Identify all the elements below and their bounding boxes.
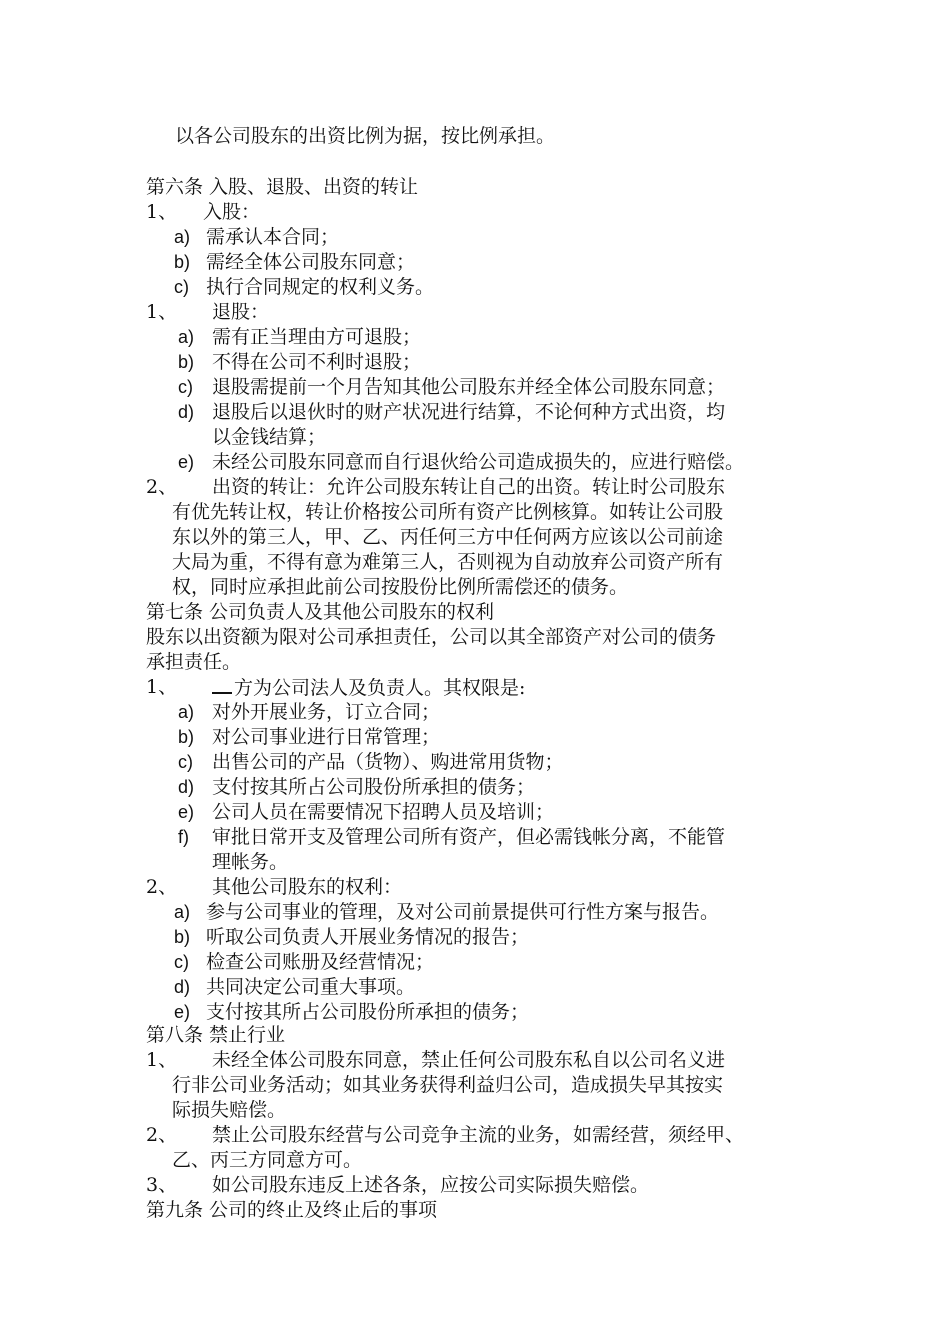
list-letter: d) [174, 977, 191, 997]
paragraph-line: 股东以出资额为限对公司承担责任，公司以其全部资产对公司的债务 [146, 626, 717, 648]
list-text: 听取公司负责人开展业务情况的报告； [206, 926, 530, 948]
item-text: 未经全体公司股东同意，禁止任何公司股东私自以公司名义进 [212, 1049, 726, 1071]
list-text: 对外开展业务，订立合同； [212, 701, 441, 723]
list-letter: d) [178, 402, 195, 422]
paragraph-continuation: 权，同时应承担此前公司按股份比例所需偿还的债务。 [172, 576, 629, 598]
list-text: 对公司事业进行日常管理； [212, 726, 441, 748]
list-letter: f) [178, 827, 189, 847]
item-text: 出资的转让：允许公司股东转让自己的出资。转让时公司股东 [212, 476, 726, 498]
paragraph-continuation: 际损失赔偿。 [172, 1099, 287, 1121]
list-text: 参与公司事业的管理，及对公司前景提供可行性方案与报告。 [206, 901, 720, 923]
list-text: 支付按其所占公司股份所承担的债务； [206, 1001, 530, 1023]
item-text [212, 675, 525, 701]
fill-in-blank[interactable] [212, 675, 232, 694]
list-letter: a) [178, 702, 195, 722]
paragraph-continuation: 大局为重，不得有意为难第三人，否则视为自动放弃公司资产所有 [172, 551, 724, 573]
list-letter: b) [178, 727, 195, 747]
list-letter: c) [174, 277, 189, 297]
list-letter: b) [174, 252, 191, 272]
intro-line: 以各公司股东的出资比例为据，按比例承担。 [175, 125, 556, 147]
list-letter: d) [178, 777, 195, 797]
list-text: 需有正当理由方可退股； [212, 326, 422, 348]
list-letter: e) [178, 452, 195, 472]
list-text: 出售公司的产品（货物）、购进常用货物； [212, 751, 564, 773]
list-item-continuation: 以金钱结算； [212, 426, 327, 448]
item-title: 退股： [212, 301, 270, 323]
list-letter: b) [178, 352, 195, 372]
paragraph-continuation: 行非公司业务活动；如其业务获得利益归公司，造成损失早其按实 [172, 1074, 724, 1096]
list-letter: a) [174, 227, 191, 247]
article-9-heading: 第九条 公司的终止及终止后的事项 [146, 1199, 438, 1221]
item-number: 1、 [146, 676, 178, 698]
list-text: 检查公司账册及经营情况； [206, 951, 435, 973]
item-number: 2、 [146, 476, 178, 498]
list-letter: c) [178, 377, 193, 397]
list-text: 需承认本合同； [206, 226, 340, 248]
item-title: 方为公司法人及负责人。其权限是: [234, 677, 526, 699]
article-8-heading: 第八条 禁止行业 [146, 1024, 286, 1046]
list-text: 退股需提前一个月告知其他公司股东并经全体公司股东同意； [212, 376, 726, 398]
list-text: 需经全体公司股东同意； [206, 251, 416, 273]
list-item-continuation: 理帐务。 [212, 851, 289, 873]
article-7-heading: 第七条 公司负责人及其他公司股东的权利 [146, 601, 495, 623]
item-number: 1、 [146, 301, 178, 323]
item-title: 入股： [203, 201, 261, 223]
list-text: 审批日常开支及管理公司所有资产，但必需钱帐分离，不能管 [212, 826, 726, 848]
item-number: 2、 [146, 1124, 178, 1146]
list-text: 退股后以退伙时的财产状况进行结算，不论何种方式出资，均 [212, 401, 726, 423]
list-text: 未经公司股东同意而自行退伙给公司造成损失的，应进行赔偿。 [212, 451, 745, 473]
article-6-heading: 第六条 入股、退股、出资的转让 [146, 176, 419, 198]
list-letter: c) [174, 952, 189, 972]
list-text: 支付按其所占公司股份所承担的债务； [212, 776, 536, 798]
list-letter: a) [178, 327, 195, 347]
paragraph-line: 承担责任。 [146, 651, 242, 673]
list-text: 共同决定公司重大事项。 [206, 976, 416, 998]
item-number: 1、 [146, 1049, 178, 1071]
list-letter: e) [174, 1002, 191, 1022]
list-letter: a) [174, 902, 191, 922]
list-text: 执行合同规定的权利义务。 [206, 276, 435, 298]
item-title: 其他公司股东的权利： [212, 876, 403, 898]
list-letter: e) [178, 802, 195, 822]
item-number: 2、 [146, 876, 178, 898]
paragraph-continuation: 有优先转让权，转让价格按公司所有资产比例核算。如转让公司股 [172, 501, 724, 523]
paragraph-continuation: 乙、丙三方同意方可。 [172, 1149, 363, 1171]
item-text: 如公司股东违反上述各条，应按公司实际损失赔偿。 [212, 1174, 650, 1196]
list-text: 不得在公司不利时退股； [212, 351, 422, 373]
list-text: 公司人员在需要情况下招聘人员及培训； [212, 801, 555, 823]
item-number: 3、 [146, 1174, 178, 1196]
list-letter: c) [178, 752, 193, 772]
list-letter: b) [174, 927, 191, 947]
item-number: 1、 [146, 201, 178, 223]
item-text: 禁止公司股东经营与公司竞争主流的业务，如需经营，须经甲、 [212, 1124, 745, 1146]
paragraph-continuation: 东以外的第三人，甲、乙、丙任何三方中任何两方应该以公司前途 [172, 526, 724, 548]
